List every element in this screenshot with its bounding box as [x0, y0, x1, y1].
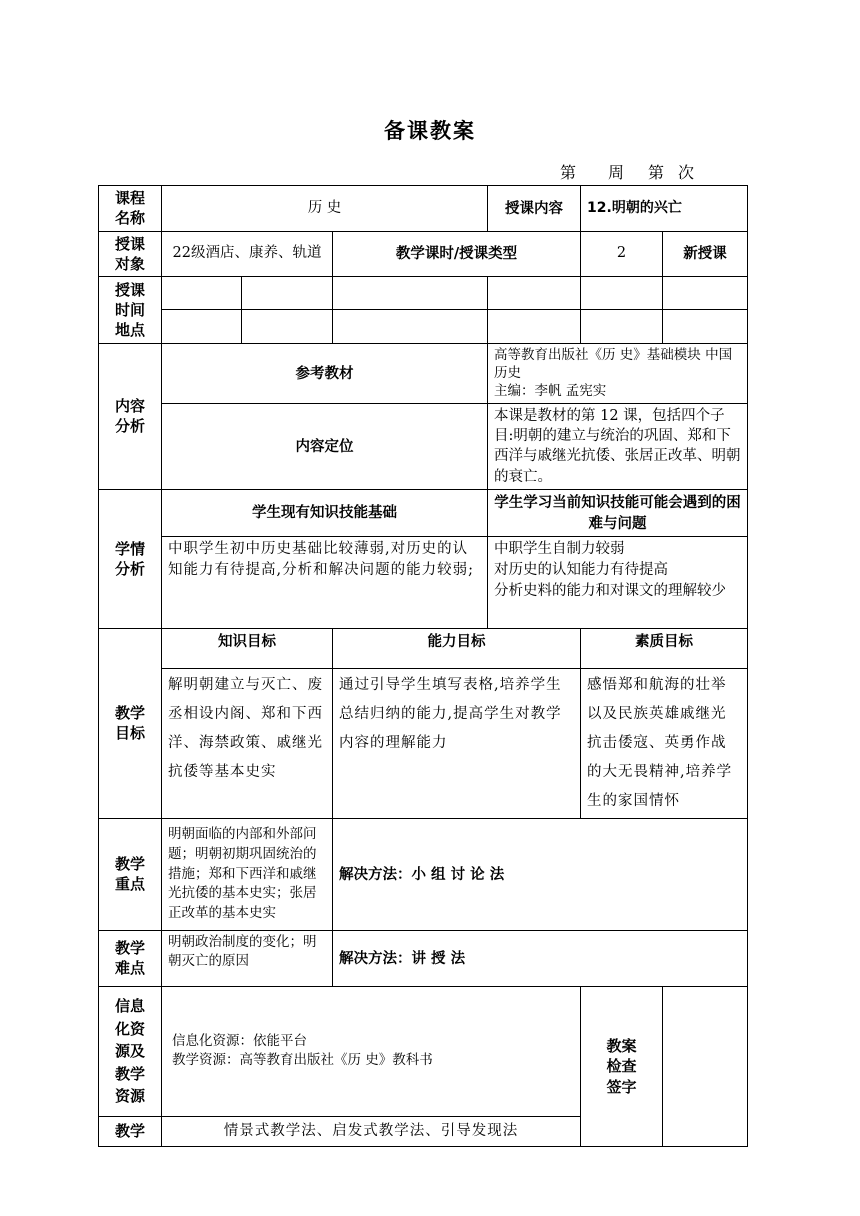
goal-header-knowledge: 知识目标 [162, 628, 333, 668]
place-cell [242, 310, 333, 344]
course-name-label: 课程 名称 [99, 186, 162, 232]
goal-header-ability: 能力目标 [333, 628, 581, 668]
learner-value-row [99, 536, 748, 628]
resources-row [99, 986, 748, 1116]
content-label [488, 186, 581, 232]
place-cell [663, 310, 748, 344]
document-title: 备课教案 [384, 118, 476, 143]
place-cell [581, 310, 663, 344]
goal-value-quality: 感悟郑和航海的壮举以及民族英雄戚继光抗击倭寇、英勇作战的大无畏精神,培养学生的家国情怀 [581, 668, 748, 818]
check-sign-label: 教案 检查 签字 [581, 986, 663, 1146]
week-label-ci: 次 [678, 163, 699, 182]
time-cell [581, 277, 663, 310]
audience-label: 授课 对象 [99, 231, 162, 277]
position-row [99, 403, 748, 489]
audience-row [99, 231, 748, 277]
hours-value: 2 [581, 231, 663, 277]
time-cell [663, 277, 748, 310]
goal-header-quality: 素质目标 [581, 628, 748, 668]
week-label-zhou: 周 [608, 163, 629, 182]
content-value: 12.明朝的兴亡 [581, 186, 748, 232]
goal-value-ability: 通过引导学生填写表格,培养学生总结归纳的能力,提高学生对教学内容的理解能力 [333, 668, 581, 818]
week-line [560, 160, 760, 183]
learner-header-row [99, 489, 748, 536]
week-label-di-2: 第 [648, 163, 669, 182]
course-row [99, 186, 748, 232]
place-cell [333, 310, 488, 344]
resources-label: 信息 化资 源及 教学 资源 [99, 986, 162, 1116]
difficult-points-label: 教学 难点 [99, 930, 162, 986]
time-place-row-1 [99, 277, 748, 310]
time-place-row-2 [99, 310, 748, 344]
position-label: 内容定位 [162, 403, 488, 489]
goal-value-knowledge: 解明朝建立与灭亡、废丞相设内阁、郑和下西洋、海禁政策、戚继光抗倭等基本史实 [162, 668, 333, 818]
key-points-method: 解决方法：小 组 讨 论 法 [333, 818, 748, 930]
week-label-di-1: 第 [560, 163, 581, 182]
time-cell [333, 277, 488, 310]
methods-value: 情景式教学法、启发式教学法、引导发现法 [162, 1116, 581, 1146]
position-value: 本课是教材的第 12 课，包括四个子目:明朝的建立与统治的巩固、郑和下西洋与戚继光抗倭、张居正改革、明朝的衰亡。 [488, 403, 748, 489]
resources-value: 信息化资源：依能平台 教学资源：高等教育出版社《历 史》教科书 [162, 986, 581, 1116]
check-sign-cell[interactable] [663, 986, 748, 1146]
reference-row [99, 344, 748, 404]
content-label-text: 授课内容 [505, 199, 564, 217]
reference-label: 参考教材 [162, 344, 488, 404]
learner-header-1: 学生现有知识技能基础 [162, 489, 488, 536]
learner-value-2: 中职学生自制力较弱 对历史的认知能力有待提高 分析史料的能力和对课文的理解较少 [488, 536, 748, 628]
course-name-value: 历 史 [162, 186, 488, 232]
lesson-plan-table [98, 185, 748, 1147]
goals-label: 教学 目标 [99, 628, 162, 818]
key-points-label: 教学 重点 [99, 818, 162, 930]
hours-label: 教学课时/授课类型 [333, 231, 581, 277]
time-cell [162, 277, 242, 310]
goals-value-row [99, 668, 748, 818]
time-cell [488, 277, 581, 310]
learner-value-1: 中职学生初中历史基础比较薄弱,对历史的认知能力有待提高,分析和解决问题的能力较弱; [162, 536, 488, 628]
goals-header-row [99, 628, 748, 668]
learner-header-2: 学生学习当前知识技能可能会遇到的困难与问题 [488, 489, 748, 536]
difficult-points-value: 明朝政治制度的变化；明朝灭亡的原因 [162, 930, 333, 986]
time-cell [242, 277, 333, 310]
place-cell [488, 310, 581, 344]
learner-label: 学情 分析 [99, 489, 162, 628]
time-place-label: 授课 时间 地点 [99, 277, 162, 344]
methods-label: 教学 [99, 1116, 162, 1146]
audience-value: 22级酒店、康养、轨道 [162, 231, 333, 277]
difficult-points-method: 解决方法：讲 授 法 [333, 930, 748, 986]
reference-value: 高等教育出版社《历 史》基础模块 中国历史 主编：李帆 孟宪实 [488, 344, 748, 404]
difficult-points-row [99, 930, 748, 986]
place-cell [162, 310, 242, 344]
key-points-value: 明朝面临的内部和外部问题；明朝初期巩固统治的措施；郑和下西洋和戚继光抗倭的基本史实；张居正改革的基本史实 [162, 818, 333, 930]
content-analysis-label: 内容 分析 [99, 344, 162, 490]
type-value: 新授课 [663, 231, 748, 277]
key-points-row [99, 818, 748, 930]
